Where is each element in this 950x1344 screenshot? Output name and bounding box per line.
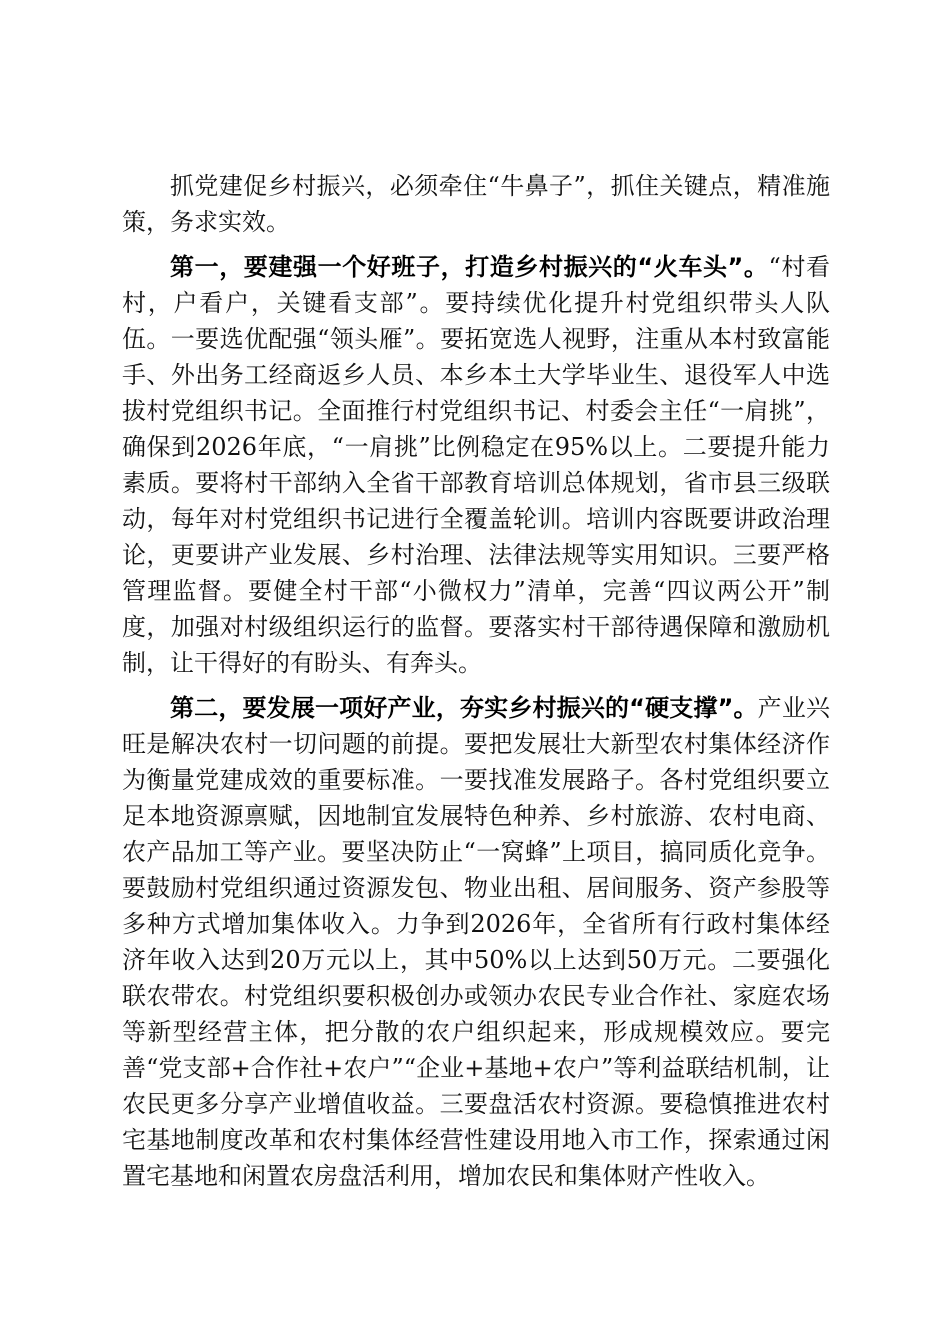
- section-two-heading: 第二，要发展一项好产业，夯实乡村振兴的“硬支撑”。: [170, 694, 758, 722]
- intro-paragraph: [122, 168, 830, 240]
- document-body: [122, 168, 830, 1194]
- section-one-text: “村看村，户看户，关键看支部”。要持续优化提升村党组织带头人队伍。一要选优配强“领头雁”。要拓宽选人视野，注重从本村致富能手、外出务工经商返乡人员、本乡本土大学毕业生、退役军人中选拔村党组织书记。全面推行村党组织书记、村委会主任“一肩挑”，确保到2026年底，“一肩挑”比例稳定在95%以上。二要提升能力素质。要将村干部纳入全省干部教育培训总体规划，省市县三级联动，每年对村党组织书记进行全覆盖轮训。培训内容既要讲政治理论，更要讲产业发展、乡村治理、法律法规等实用知识。三要严格管理监督。要健全村干部“小微权力”清单，完善“四议两公开”制度，加强对村级组织运行的监督。要落实村干部待遇保障和激励机制，让干得好的有盼头、有奔头。: [122, 253, 830, 677]
- section-one-heading: 第一，要建强一个好班子，打造乡村振兴的“火车头”。: [170, 253, 769, 281]
- section-two-text: 产业兴旺是解决农村一切问题的前提。要把发展壮大新型农村集体经济作为衡量党建成效的重要标准。一要找准发展路子。各村党组织要立足本地资源禀赋，因地制宜发展特色种养、乡村旅游、农村电商、农产品加工等产业。要坚决防止“一窝蜂”上项目，搞同质化竞争。要鼓励村党组织通过资源发包、物业出租、居间服务、资产参股等多种方式增加集体收入。力争到2026年，全省所有行政村集体经济年收入达到20万元以上，其中50%以上达到50万元。二要强化联农带农。村党组织要积极创办或领办农民专业合作社、家庭农场等新型经营主体，把分散的农户组织起来，形成规模效应。要完善“党支部+合作社+农户”“企业+基地+农户”等利益联结机制，让农民更多分享产业增值收益。三要盘活农村资源。要稳慎推进农村宅基地制度改革和农村集体经营性建设用地入市工作，探索通过闲置宅基地和闲置农房盘活利用，增加农民和集体财产性收入。: [122, 694, 831, 1190]
- section-one-paragraph: [122, 249, 830, 681]
- intro-text: 抓党建促乡村振兴，必须牵住“牛鼻子”，抓住关键点，精准施策，务求实效。: [122, 172, 830, 236]
- section-two-paragraph: [122, 690, 830, 1194]
